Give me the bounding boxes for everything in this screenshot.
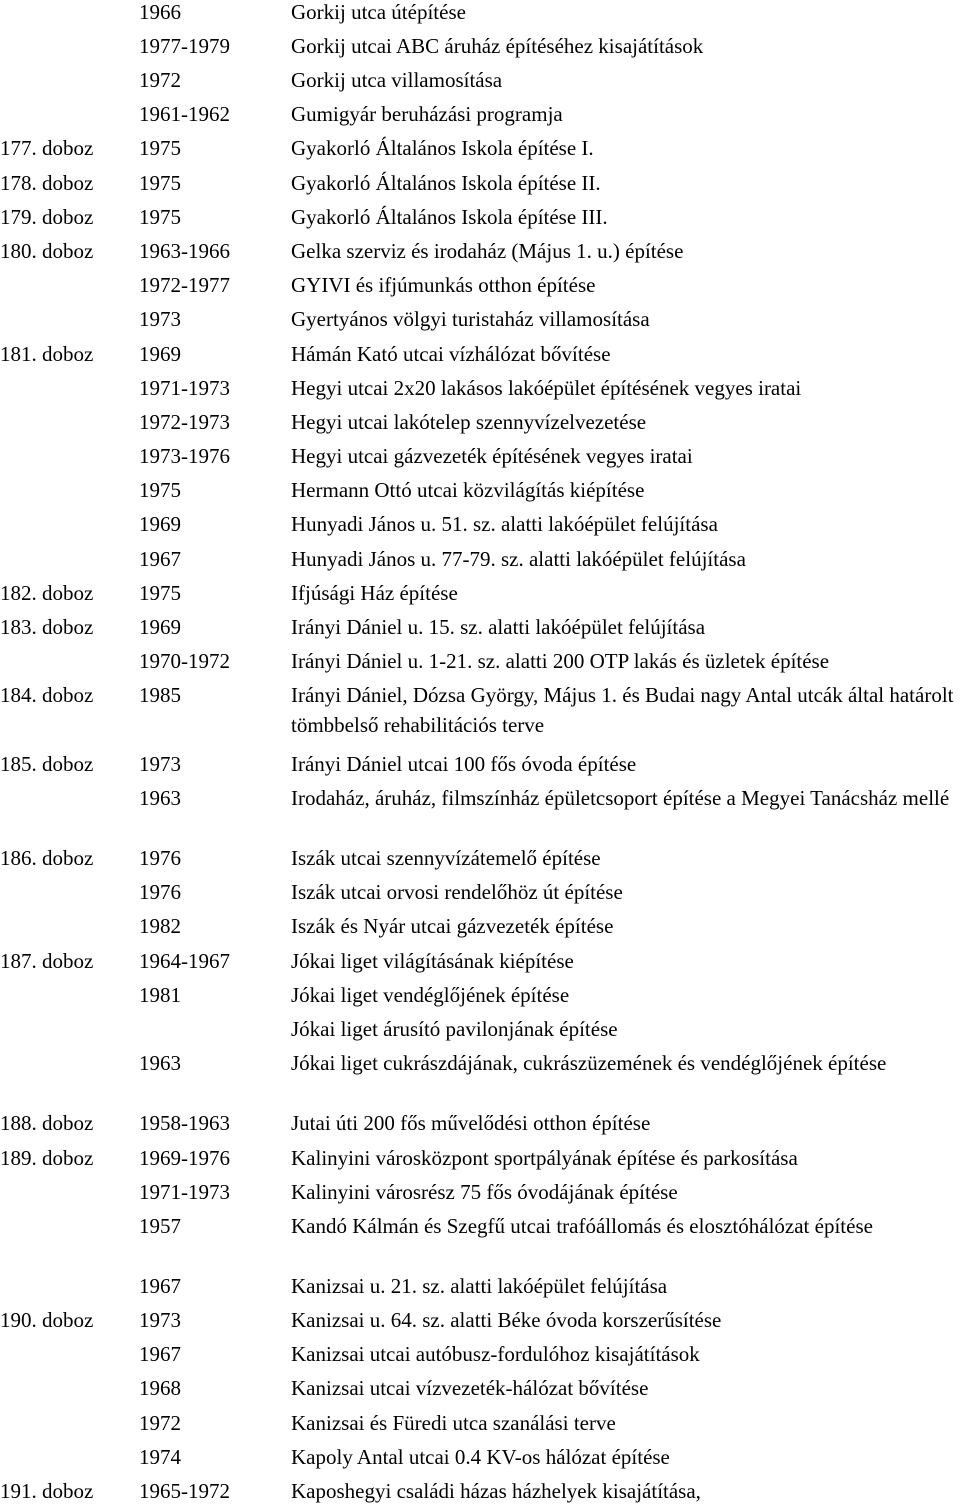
record-description: Kalinyini városrész 75 fős óvodájának építése <box>291 1180 678 1204</box>
table-row <box>0 1373 960 1403</box>
record-description: Kanizsai és Füredi utca szanálási terve <box>291 1411 616 1435</box>
record-description: Irányi Dániel u. 15. sz. alatti lakóépület felújítása <box>291 615 706 639</box>
year-range: 1975 <box>139 581 181 605</box>
box-number: 191. doboz <box>0 1479 94 1503</box>
record-description: Gyakorló Általános Iskola építése III. <box>291 205 608 229</box>
table-row <box>0 475 960 505</box>
table-row <box>0 1177 960 1207</box>
record-description: Hunyadi János u. 51. sz. alatti lakóépület felújítása <box>291 512 718 536</box>
table-row <box>0 373 960 403</box>
year-range: 1981 <box>139 983 181 1007</box>
box-number: 178. doboz <box>0 171 94 195</box>
year-range: 1961-1962 <box>139 102 230 126</box>
year-range: 1967 <box>139 1274 181 1298</box>
year-range: 1973 <box>139 307 181 331</box>
record-description: Gelka szerviz és irodaház (Május 1. u.) építése <box>291 239 684 263</box>
table-row <box>0 509 960 539</box>
year-range: 1970-1972 <box>139 649 230 673</box>
year-range: 1975 <box>139 478 181 502</box>
year-range: 1969-1976 <box>139 1146 230 1170</box>
table-row <box>0 646 960 676</box>
table-row <box>0 31 960 61</box>
record-description: Gyertyános völgyi turistaház villamosítása <box>291 307 650 331</box>
table-row <box>0 1108 960 1138</box>
record-description: Ifjúsági Ház építése <box>291 581 458 605</box>
table-row <box>0 544 960 574</box>
table-row <box>0 1211 960 1241</box>
record-description: Hunyadi János u. 77-79. sz. alatti lakóépület felújítása <box>291 547 746 571</box>
year-range: 1963 <box>139 1051 181 1075</box>
record-description: Jókai liget cukrászdájának, cukrászüzemének és vendéglőjének építése <box>291 1051 887 1075</box>
table-row <box>0 980 960 1010</box>
year-range: 1957 <box>139 1214 181 1238</box>
year-range: 1985 <box>139 683 181 707</box>
record-description: Jókai liget világításának kiépítése <box>291 949 574 973</box>
year-range: 1963 <box>139 786 181 810</box>
record-description: Kaposhegyi családi házas házhelyek kisajátítása, <box>291 1479 701 1503</box>
record-description: Irányi Dániel u. 1-21. sz. alatti 200 OTP lakás és üzletek építése <box>291 649 830 673</box>
table-row <box>0 1143 960 1173</box>
table-row <box>0 946 960 976</box>
record-description: Kanizsai u. 21. sz. alatti lakóépület felújítása <box>291 1274 668 1298</box>
table-row <box>0 680 960 740</box>
table-row <box>0 99 960 129</box>
box-number: 190. doboz <box>0 1308 94 1332</box>
box-number: 180. doboz <box>0 239 94 263</box>
year-range: 1972 <box>139 1411 181 1435</box>
record-description: Hegyi utcai lakótelep szennyvízelvezetése <box>291 410 647 434</box>
record-description: Gumigyár beruházási programja <box>291 102 563 126</box>
record-description: Hegyi utcai gázvezeték építésének vegyes iratai <box>291 444 693 468</box>
record-description: Gyakorló Általános Iskola építése II. <box>291 171 601 195</box>
record-description: Kandó Kálmán és Szegfű utcai trafóállomás és elosztóhálózat építése <box>291 1214 873 1238</box>
year-range: 1974 <box>139 1445 181 1469</box>
year-range: 1967 <box>139 547 181 571</box>
table-row <box>0 749 960 779</box>
box-number: 185. doboz <box>0 752 94 776</box>
year-range: 1976 <box>139 846 181 870</box>
record-description: Hegyi utcai 2x20 lakásos lakóépület építésének vegyes iratai <box>291 376 802 400</box>
record-description: Hermann Ottó utcai közvilágítás kiépítése <box>291 478 645 502</box>
year-range: 1967 <box>139 1342 181 1366</box>
year-range: 1972-1973 <box>139 410 230 434</box>
table-row <box>0 1048 960 1078</box>
record-description: Iszák és Nyár utcai gázvezeték építése <box>291 914 614 938</box>
record-description: Irodaház, áruház, filmszínház épületcsoport építése a Megyei Tanácsház mellé <box>291 786 950 810</box>
year-range: 1969 <box>139 342 181 366</box>
record-description: Irányi Dániel utcai 100 fős óvoda építése <box>291 752 637 776</box>
table-row <box>0 1305 960 1335</box>
year-range: 1969 <box>139 615 181 639</box>
box-number: 188. doboz <box>0 1111 94 1135</box>
table-row <box>0 441 960 471</box>
year-range: 1958-1963 <box>139 1111 230 1135</box>
table-row <box>0 843 960 873</box>
year-range: 1976 <box>139 880 181 904</box>
year-range: 1982 <box>139 914 181 938</box>
table-row <box>0 270 960 300</box>
year-range: 1968 <box>139 1376 181 1400</box>
record-description: Kapoly Antal utcai 0.4 KV-os hálózat építése <box>291 1445 670 1469</box>
year-range: 1977-1979 <box>139 34 230 58</box>
year-range: 1973 <box>139 752 181 776</box>
record-description: Gorkij utcai ABC áruház építéséhez kisajátítások <box>291 34 704 58</box>
box-number: 182. doboz <box>0 581 94 605</box>
table-row <box>0 783 960 813</box>
box-number: 186. doboz <box>0 846 94 870</box>
record-description: GYIVI és ifjúmunkás otthon építése <box>291 273 596 297</box>
table-row <box>0 1339 960 1369</box>
table-row <box>0 202 960 232</box>
record-description: Jutai úti 200 fős művelődési otthon építése <box>291 1111 651 1135</box>
table-row <box>0 612 960 642</box>
year-range: 1975 <box>139 205 181 229</box>
record-description: Kanizsai u. 64. sz. alatti Béke óvoda korszerűsítése <box>291 1308 722 1332</box>
table-row <box>0 1408 960 1438</box>
table-row <box>0 168 960 198</box>
box-number: 177. doboz <box>0 136 94 160</box>
box-number: 187. doboz <box>0 949 94 973</box>
table-row <box>0 65 960 95</box>
year-range: 1973 <box>139 1308 181 1332</box>
record-description: Jókai liget vendéglőjének építése <box>291 983 570 1007</box>
box-number: 179. doboz <box>0 205 94 229</box>
table-row <box>0 133 960 163</box>
record-description: Kalinyini városközpont sportpályának építése és parkosítása <box>291 1146 798 1170</box>
box-number: 189. doboz <box>0 1146 94 1170</box>
year-range: 1966 <box>139 0 181 24</box>
year-range: 1972 <box>139 68 181 92</box>
record-description: Hámán Kató utcai vízhálózat bővítése <box>291 342 611 366</box>
year-range: 1972-1977 <box>139 273 230 297</box>
box-number: 183. doboz <box>0 615 94 639</box>
table-row <box>0 877 960 907</box>
record-description: Kanizsai utcai autóbusz-fordulóhoz kisajátítások <box>291 1342 700 1366</box>
year-range: 1975 <box>139 171 181 195</box>
year-range: 1973-1976 <box>139 444 230 468</box>
year-range: 1969 <box>139 512 181 536</box>
year-range: 1964-1967 <box>139 949 230 973</box>
year-range: 1971-1973 <box>139 1180 230 1204</box>
year-range: 1963-1966 <box>139 239 230 263</box>
year-range: 1975 <box>139 136 181 160</box>
table-row <box>0 407 960 437</box>
table-row <box>0 1271 960 1301</box>
record-description: Iszák utcai szennyvízátemelő építése <box>291 846 601 870</box>
table-row <box>0 1014 960 1044</box>
record-description: Iszák utcai orvosi rendelőhöz út építése <box>291 880 623 904</box>
record-description: Jókai liget árusító pavilonjának építése <box>291 1017 618 1041</box>
table-row <box>0 578 960 608</box>
table-row <box>0 1476 960 1506</box>
year-range: 1971-1973 <box>139 376 230 400</box>
table-row <box>0 236 960 266</box>
table-row <box>0 0 960 27</box>
record-description: Irányi Dániel, Dózsa György, Május 1. és Budai nagy Antal utcák által határolt tömbbelső rehabilitációs terve <box>291 683 954 737</box>
record-description: Gyakorló Általános Iskola építése I. <box>291 136 594 160</box>
table-row <box>0 911 960 941</box>
table-row <box>0 339 960 369</box>
table-row <box>0 304 960 334</box>
table-row <box>0 1442 960 1472</box>
box-number: 181. doboz <box>0 342 94 366</box>
record-description: Gorkij utca útépítése <box>291 0 466 24</box>
record-description: Kanizsai utcai vízvezeték-hálózat bővítése <box>291 1376 649 1400</box>
record-description: Gorkij utca villamosítása <box>291 68 503 92</box>
year-range: 1965-1972 <box>139 1479 230 1503</box>
box-number: 184. doboz <box>0 683 94 707</box>
